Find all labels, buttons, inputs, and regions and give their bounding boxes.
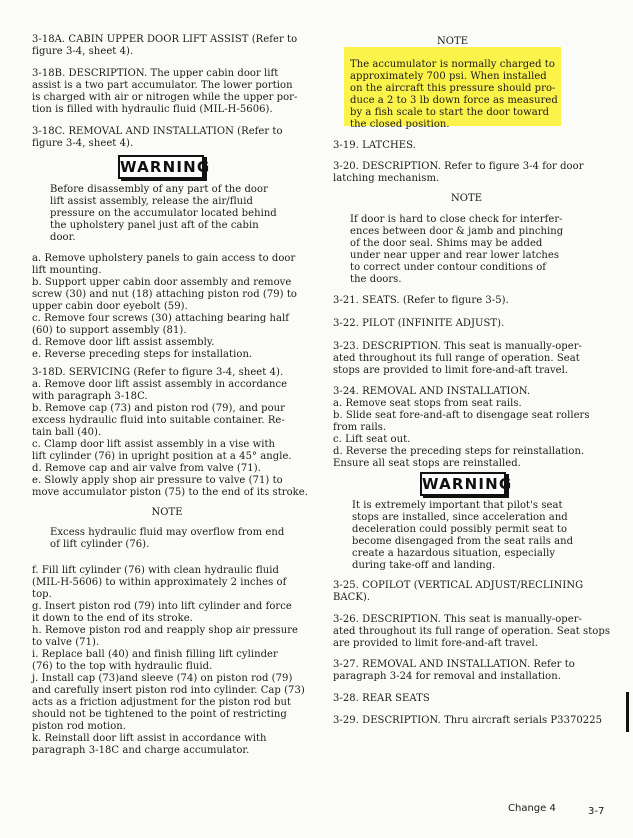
warning-text: pressure on the accumulator located behind — [50, 208, 277, 219]
step-line: lift cylinder (76) in upright position at a 45° angle. — [32, 451, 292, 462]
paragraph-line: 3-18B. DESCRIPTION. The upper cabin door lift — [32, 68, 279, 79]
step-line: (60) to support assembly (81). — [32, 325, 187, 336]
step-line: d. Remove door lift assist assembly. — [32, 337, 215, 348]
note-text: The accumulator is normally charged to — [350, 59, 555, 70]
step-line: paragraph 3-18C and charge accumulator. — [32, 745, 250, 756]
step-line: h. Remove piston rod and reapply shop air pressure — [32, 625, 299, 636]
step-line: Ensure all seat stops are reinstalled. — [333, 458, 521, 469]
section-3-22-heading: 3-22. PILOT (INFINITE ADJUST). — [333, 318, 505, 329]
paragraph-line: paragraph 3-24 for removal and installation. — [333, 671, 561, 682]
step-line: and carefully insert piston rod into cylinder. Cap (73) — [32, 685, 305, 696]
note-text: by a fish scale to start the door toward — [350, 107, 550, 118]
step-line: i. Replace ball (40) and finish filling lift cylinder — [32, 649, 278, 660]
step-line: it down to the end of its stroke. — [32, 613, 193, 624]
paragraph-line: 3-27. REMOVAL AND INSTALLATION. Refer to — [333, 659, 575, 670]
change-bar — [626, 692, 629, 732]
paragraph-line: are provided to limit fore-and-aft travel. — [333, 638, 538, 649]
step-line: k. Reinstall door lift assist in accordance with — [32, 733, 267, 744]
step-line: from rails. — [333, 422, 387, 433]
note-text: approximately 700 psi. When installed — [350, 71, 547, 82]
note-label: NOTE — [436, 36, 469, 47]
change-label: Change 4 — [508, 803, 556, 814]
warning-text: become disengaged from the seat rails and — [352, 536, 574, 547]
section-3-18d-heading: 3-18D. SERVICING (Refer to figure 3-4, sheet 4). — [32, 367, 284, 378]
step-line: c. Clamp door lift assist assembly in a vise with — [32, 439, 276, 450]
note-text: If door is hard to close check for interfer- — [350, 214, 563, 225]
paragraph-line: 3-29. DESCRIPTION. Thru aircraft serials P3370225 — [333, 715, 603, 726]
step-line: screw (30) and nut (18) attaching piston rod (79) to — [32, 289, 297, 300]
step-line: b. Slide seat fore-and-aft to disengage seat rollers — [333, 410, 590, 421]
step-line: c. Lift seat out. — [333, 434, 411, 445]
section-3-18c-heading: 3-18C. REMOVAL AND INSTALLATION (Refer to — [32, 126, 283, 137]
step-line: a. Remove seat stops from seat rails. — [333, 398, 522, 409]
paragraph-line: ated throughout its full range of operation. Seat — [333, 353, 580, 364]
paragraph-line: tion is filled with hydraulic fluid (MIL-H-5606). — [32, 104, 273, 115]
step-line: acts as a friction adjustment for the piston rod but — [32, 697, 292, 708]
step-line: c. Remove four screws (30) attaching bearing half — [32, 313, 290, 324]
note-text: the doors. — [350, 274, 402, 285]
paragraph-line: is charged with air or nitrogen while the upper por- — [32, 92, 298, 103]
paragraph-line: stops are provided to limit fore-and-aft travel. — [333, 365, 569, 376]
paragraph-line: 3-20. DESCRIPTION. Refer to figure 3-4 for door — [333, 161, 584, 172]
note-text: of lift cylinder (76). — [50, 539, 150, 550]
step-line: (MIL-H-5606) to within approximately 2 inches of — [32, 577, 287, 588]
step-line: e. Reverse preceding steps for installation. — [32, 349, 253, 360]
section-3-18a-heading: figure 3-4, sheet 4). — [32, 46, 134, 57]
step-line: should not be tightened to the point of restricting — [32, 709, 287, 720]
warning-text: deceleration could possibly permit seat to — [352, 524, 568, 535]
step-line: a. Remove upholstery panels to gain access to door — [32, 253, 296, 264]
section-3-25-heading: 3-25. COPILOT (VERTICAL ADJUST/RECLINING — [333, 580, 584, 591]
step-line: f. Fill lift cylinder (76) with clean hydraulic fluid — [32, 565, 279, 576]
warning-text: lift assist assembly, release the air/fluid — [50, 196, 253, 207]
note-text: on the aircraft this pressure should pro- — [350, 83, 556, 94]
step-line: to valve (71). — [32, 637, 100, 648]
warning-text: the upholstery panel just aft of the cabin — [50, 220, 259, 231]
warning-label: WARNING — [420, 472, 506, 496]
section-3-21-heading: 3-21. SEATS. (Refer to figure 3-5). — [333, 295, 509, 306]
warning-text: stops are installed, since acceleration and — [352, 512, 568, 523]
section-3-18a-heading: 3-18A. CABIN UPPER DOOR LIFT ASSIST (Refer to — [32, 34, 298, 45]
step-line: top. — [32, 589, 52, 600]
step-line: j. Install cap (73)and sleeve (74) on piston rod (79) — [32, 673, 293, 684]
paragraph-line: 3-23. DESCRIPTION. This seat is manually-oper- — [333, 341, 582, 352]
step-line: b. Remove cap (73) and piston rod (79), and pour — [32, 403, 285, 414]
warning-label: WARNING — [118, 155, 204, 179]
step-line: move accumulator piston (75) to the end of its stroke. — [32, 487, 308, 498]
paragraph-line: latching mechanism. — [333, 173, 440, 184]
step-line: (76) to the top with hydraulic fluid. — [32, 661, 213, 672]
page-number: 3-7 — [588, 806, 605, 817]
warning-text: create a hazardous situation, especially — [352, 548, 556, 559]
step-line: tain ball (40). — [32, 427, 102, 438]
step-line: b. Support upper cabin door assembly and remove — [32, 277, 292, 288]
note-text: ences between door & jamb and pinching — [350, 226, 564, 237]
warning-text: Before disassembly of any part of the door — [50, 184, 268, 195]
step-line: e. Slowly apply shop air pressure to valve (71) to — [32, 475, 283, 486]
step-line: excess hydraulic fluid into suitable container. Re- — [32, 415, 285, 426]
paragraph-line: assist is a two part accumulator. The lower portion — [32, 80, 293, 91]
step-line: d. Remove cap and air valve from valve (71). — [32, 463, 261, 474]
note-label: NOTE — [450, 193, 483, 204]
step-line: upper cabin door eyebolt (59). — [32, 301, 188, 312]
paragraph-line: ated throughout its full range of operation. Seat stops — [333, 626, 611, 637]
warning-text: door. — [50, 232, 76, 243]
step-line: g. Insert piston rod (79) into lift cylinder and force — [32, 601, 292, 612]
step-line: d. Reverse the preceding steps for reinstallation. — [333, 446, 585, 457]
section-3-24-heading: 3-24. REMOVAL AND INSTALLATION. — [333, 386, 531, 397]
note-text: duce a 2 to 3 lb down force as measured — [350, 95, 558, 106]
step-line: piston rod motion. — [32, 721, 127, 732]
step-line: lift mounting. — [32, 265, 102, 276]
section-3-28-heading: 3-28. REAR SEATS — [333, 693, 430, 704]
warning-text: It is extremely important that pilot's seat — [352, 500, 563, 511]
step-line: a. Remove door lift assist assembly in accordance — [32, 379, 288, 390]
paragraph-line: 3-26. DESCRIPTION. This seat is manually-oper- — [333, 614, 582, 625]
step-line: with paragraph 3-18C. — [32, 391, 148, 402]
note-text: of the door seal. Shims may be added — [350, 238, 543, 249]
section-3-25-heading: BACK). — [333, 592, 371, 603]
warning-text: during take-off and landing. — [352, 560, 496, 571]
note-text: to correct under contour conditions of — [350, 262, 547, 273]
note-text: Excess hydraulic fluid may overflow from end — [50, 527, 285, 538]
note-text: the closed position. — [350, 119, 450, 130]
note-text: under near upper and rear lower latches — [350, 250, 560, 261]
section-3-19-heading: 3-19. LATCHES. — [333, 140, 416, 151]
section-3-18c-heading: figure 3-4, sheet 4). — [32, 138, 134, 149]
note-label: NOTE — [151, 507, 183, 518]
